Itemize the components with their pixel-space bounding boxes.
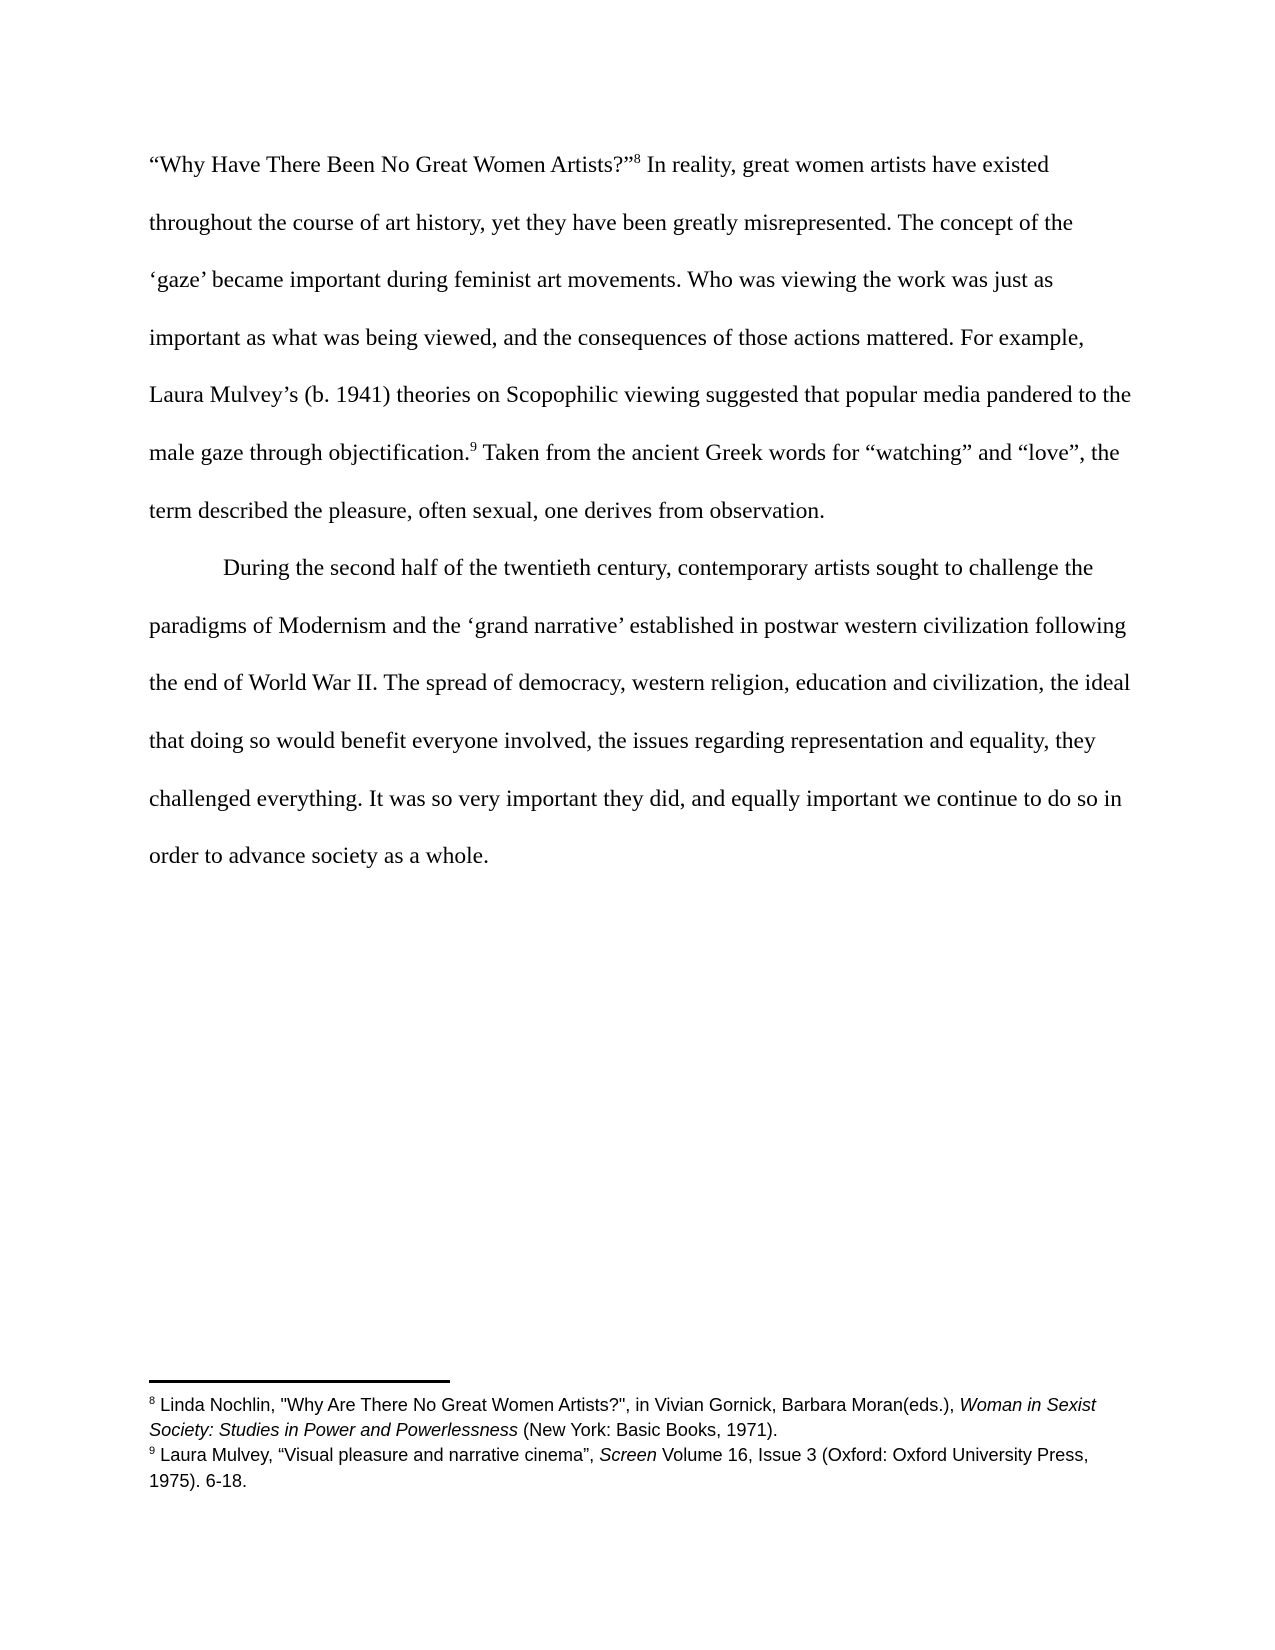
- footnote-9-tail: Volume 16, Issue 3 (Oxford: Oxford University Press, 1975). 6-18.: [149, 1445, 1089, 1491]
- paragraph-1-text-a: In reality, great women artists have existed throughout the course of art history, yet they have been greatly misrepresented. The concept of the ‘gaze’ became important during feminist art movements. Who was viewing the work was just as important as what was being viewed, and the consequences of those actions mattered. For example, Laura Mulvey’s (b. 1941) theories on Scopophilic viewing suggested that popular media pandered to the male gaze through objectification.: [149, 152, 1132, 466]
- footnote-ref-8[interactable]: 8: [633, 152, 641, 168]
- footnote-9-number: 9: [149, 1445, 156, 1458]
- footnote-8-text: Linda Nochlin, "Why Are There No Great Women Artists?", in Vivian Gornick, Barbara Moran(eds.),: [155, 1395, 960, 1415]
- paragraph-2: During the second half of the twentieth century, contemporary artists sought to challenge the paradigms of Modernism and the ‘grand narrative’ established in postwar western civilization following the end of World War II. The spread of democracy, western religion, education and civilization, the ideal that doing so would benefit everyone involved, the issues regarding representation and equality, they challenged everything. It was so very important they did, and equally important we continue to do so in order to advance society as a whole.: [149, 555, 1131, 870]
- paragraph-1-text-b: Taken from the ancient Greek words for “watching” and “love”, the term described the pleasure, often sexual, one derives from observation.: [149, 439, 1120, 524]
- footnote-8: [149, 1393, 1129, 1443]
- paragraph-1: [149, 137, 1134, 540]
- footnote-ref-9[interactable]: 9: [470, 440, 478, 456]
- body-text: [149, 137, 1134, 886]
- footnote-8-number: 8: [149, 1394, 156, 1407]
- footnotes: [149, 1393, 1129, 1494]
- essay-title-quote: “Why Have There Been No Great Women Artists?”: [149, 152, 634, 178]
- footnote-8-italic: Woman in Sexist Society: Studies in Power and Powerlessness: [149, 1395, 1096, 1441]
- footnote-9: [149, 1443, 1129, 1493]
- footnote-9-italic: Screen: [599, 1445, 657, 1466]
- footnote-9-text: Laura Mulvey, “Visual pleasure and narrative cinema”,: [155, 1445, 600, 1466]
- footnote-separator: [149, 1380, 450, 1383]
- footnote-8-tail: (New York: Basic Books, 1971).: [518, 1420, 778, 1441]
